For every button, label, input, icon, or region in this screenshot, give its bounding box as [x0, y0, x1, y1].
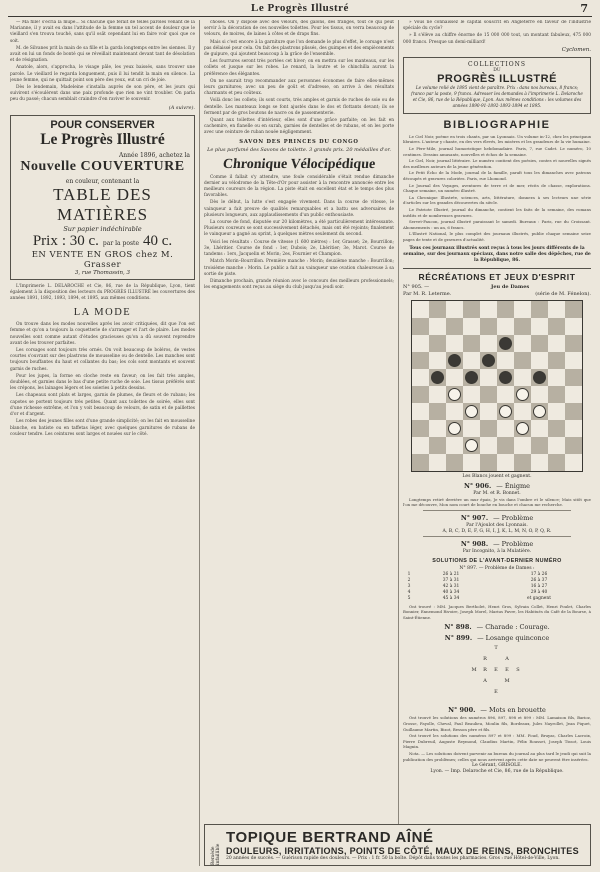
- newspaper-title: Le Progrès Illustré: [251, 2, 349, 14]
- imprimerie-notice: [10, 284, 195, 303]
- board-square: [531, 403, 548, 420]
- board-square: [463, 335, 480, 352]
- board-square: [548, 420, 565, 437]
- black-piece: [465, 371, 478, 384]
- board-square: [565, 403, 582, 420]
- paragraph: La Chronique Illustrée, sciences, arts, littérature, donnera à ses lecteurs une série d'articles sur les grandes découvertes du siècle.: [403, 194, 591, 206]
- black-piece: [448, 354, 461, 367]
- grid-letter: M: [504, 678, 510, 685]
- board-square: [565, 301, 582, 318]
- table-cell: 45 à 34: [442, 596, 460, 602]
- white-piece: [465, 405, 478, 418]
- mode-text-continued: [204, 20, 394, 137]
- paragraph: Pour les jupes, la forme en cloche reste en faveur; on les fait très amples, doublées, et garnies dans le bas d'une petite ruche de soie. Les tissus préférés sont les crépons, les lainages légers et les soieries à petits dessins.: [10, 373, 195, 392]
- board-square: [446, 420, 463, 437]
- grid-letter: A: [505, 656, 509, 663]
- board-square: [446, 403, 463, 420]
- bibliographie-heading: BIBLIOGRAPHIE: [443, 118, 551, 131]
- board-square: [480, 437, 497, 454]
- price-label: Prix: [32, 232, 58, 249]
- collections-text: Le volume relié de 1895 vient de paraître. Prix : dans nos bureaux, 8 francs; franco par la poste, 9 francs. Adresser les demandes à l'imprimerie L. Delaroche et Cie, 86, rue de la République, Lyon. Aux mêmes conditions : les volumes des années 1890-91-1892-1893-1894 et 1895.: [411, 84, 583, 108]
- jeu-de-dames-credit: [403, 291, 591, 297]
- ad-line: EN VENTE EN GROS chez M. Grasser: [31, 249, 174, 270]
- board-square: [446, 318, 463, 335]
- puzzle-title: Jeu de Dames: [490, 283, 530, 290]
- board-square: [463, 437, 480, 454]
- column-3: [403, 20, 591, 866]
- board-square: [480, 301, 497, 318]
- puzzle-title: — Losange quinconce: [477, 634, 550, 643]
- paragraph: La course de fond, disputée sur 20 kilomètres, a été particulièrement intéressante. Plusieurs coureurs se sont successivement détachés, mais ont été rejoints; finalement le vainqueur a gagné au sprint, à quelques mètres seulement du second.: [204, 220, 394, 238]
- paragraph: Nota. — Les solutions doivent parvenir au bureau du journal au plus tard le jeudi qui suit la publication des problèmes; celles qui nous arrivent après cette date ne peuvent être insérées.: [403, 751, 591, 762]
- board-square: [531, 369, 548, 386]
- table-cell: 42 à 31: [442, 584, 460, 590]
- paragraph: Le Ciel, Noir, journal littéraire. Le numéro contient des poésies, contes et nouvelles signés des meilleurs auteurs de la jeune génération.: [403, 158, 591, 169]
- board-square: [497, 454, 514, 471]
- white-piece: [499, 405, 512, 418]
- board-square: [480, 386, 497, 403]
- paragraph: Comme il fallait s'y attendre, une foule considérable s'était rendue dimanche dernier au vélodrome de la Tête-d'Or pour assister à la rencontre annoncée entre les meilleurs coureurs de la région. La piste était en excellent état et le temps des plus favorables.: [204, 174, 394, 199]
- ad-line: Le Progrès Illustré: [40, 130, 165, 148]
- board-square: [412, 437, 429, 454]
- table-cell: 26 à 21: [442, 572, 460, 578]
- solution-898-heading: [403, 623, 591, 631]
- white-piece: [465, 439, 478, 452]
- black-piece: [482, 354, 495, 367]
- table-cell: 5: [407, 596, 411, 602]
- serial-signature: (A suivre).: [168, 104, 195, 111]
- board-square: [497, 386, 514, 403]
- paragraph: Le Ciel Noir, poème en trois chants, par un Lyonnais. Un volume in-12, chez les principaux libraires. L'auteur y chante, en des vers élevés, les misères et les grandeurs de la vie humaine.: [403, 133, 591, 145]
- board-square: [412, 352, 429, 369]
- board-square: [548, 454, 565, 471]
- paragraph: Anatole, alors, s'approcha, le visage pâle, les yeux baissés, sans trouver une parole. Le vieillard le regarda longuement, puis il lui tendit la main en silence. La jeune femme, qui ne quittait point son père des yeux, eut un cri de joie.: [10, 65, 195, 83]
- puzzle-series: (série de M. Fénelon).: [535, 290, 591, 297]
- board-square: [531, 454, 548, 471]
- board-square: [548, 386, 565, 403]
- column-rule: [199, 20, 200, 866]
- board-square: [531, 437, 548, 454]
- board-square: [429, 301, 446, 318]
- puzzle-number: N° 905. —: [403, 283, 430, 290]
- recreations-heading: RÉCRÉATIONS ET JEUX D'ESPRIT: [403, 268, 591, 282]
- savon-title: SAVON DES PRINCES DU CONGO: [239, 138, 359, 145]
- board-square: [429, 386, 446, 403]
- draughts-board: [411, 300, 583, 472]
- board-square: [429, 403, 446, 420]
- board-square: [531, 301, 548, 318]
- white-piece: [516, 388, 529, 401]
- solution-897-title: N° 897. — Problème de Dames :: [459, 565, 535, 571]
- solution-table: [403, 572, 591, 602]
- puzzle-907-heading: [403, 514, 591, 522]
- paragraph: Dimanche prochain, grande réunion avec le concours des meilleurs professionnels; les engagements sont reçus au siège du club jusqu'au jeudi soir.: [204, 278, 394, 291]
- cyclomen-signature: Cyclomen.: [561, 46, 591, 53]
- cycle-text: [403, 20, 591, 46]
- board-square: [565, 335, 582, 352]
- board-square: [446, 454, 463, 471]
- savon-subtitle: Le plus parfumé des Savons de toilette. 3 grands prix. 20 médailles d'or.: [207, 146, 391, 153]
- board-square: [446, 437, 463, 454]
- table-cell: 16 à 27: [530, 584, 548, 590]
- board-square: [446, 352, 463, 369]
- board-square: [480, 420, 497, 437]
- paragraph: Les fourrures seront très portées cet hiver; on en mettra sur les manteaux, sur les collets et jusque sur les robes. Le renard, la loutre et le chinchilla auront la préférence des élégantes.: [204, 59, 394, 77]
- board-square: [463, 301, 480, 318]
- paragraph: Ont trouvé les solutions des numéros 897 et 899 : MM. Foud, Bruyas, Charles Lacroix, Pierre Dubreuil, Auguste Reymond, Claudius Martin, Félix Rousset, Joseph Tissot, Louis Magnin.: [403, 733, 591, 750]
- puzzle-title: — Mots en brouette: [480, 706, 546, 715]
- board-square: [429, 335, 446, 352]
- paragraph: » Il s'élève au chiffre énorme de 15 000 000 tout, un montant fabuleux, 475 000 000 francs. Presque un demi-milliard!: [403, 33, 591, 45]
- paragraph: Le Journal des Voyages, aventures de terre et de mer, récits de chasse, explorations. Chaque semaine, un numéro illustré.: [403, 182, 591, 194]
- board-square: [497, 369, 514, 386]
- puzzle-number: N° 906.: [463, 481, 492, 490]
- price-note: par la poste: [102, 239, 139, 247]
- puzzle-title: — Énigme: [496, 481, 531, 490]
- puzzle-author: Par M. R. Leterme.: [403, 290, 452, 297]
- price-value: 40 c.: [143, 232, 173, 249]
- white-piece: [448, 422, 461, 435]
- chronique-velocipedique-heading: Chronique Vélocipédique: [222, 156, 377, 172]
- paragraph: Voilà donc les collets; ils sont courts, très amples et garnis de ruches de soie ou de dentelle. Les manteaux longs se font ajustés dans le dos et flottants devant; ils se ferment par de gros boutons de nacre ou de passementerie.: [204, 98, 394, 116]
- board-square: [565, 420, 582, 437]
- board-square: [514, 369, 531, 386]
- ad-line: Année 1896, achetez la: [118, 151, 190, 159]
- paragraph: » Vous ne connaissez le capital souscrit en Angleterre en faveur de l'industrie spéciale du cycle?: [403, 20, 591, 32]
- ad-headline: TOPIQUE BERTRAND AÎNÉ: [226, 828, 434, 846]
- board-square: [446, 335, 463, 352]
- board-square: [463, 420, 480, 437]
- board-square: [480, 403, 497, 420]
- collections-box: [403, 57, 591, 114]
- ad-line: 3, rue Thomassin, 3: [74, 269, 131, 276]
- board-square: [480, 352, 497, 369]
- puzzle-number: N° 899.: [444, 634, 473, 643]
- board-square: [548, 352, 565, 369]
- jeu-de-dames-title: [403, 284, 591, 290]
- ad-price: [15, 233, 190, 250]
- puzzle-author: Par M. et R. Bonnet.: [473, 490, 521, 496]
- couverture-advertisement: [10, 115, 195, 280]
- puzzle-908-heading: [403, 540, 591, 548]
- ad-line: en couleur, contenant la: [65, 177, 140, 185]
- puzzle-text: [403, 497, 591, 508]
- grid-letter: E: [494, 667, 498, 674]
- board-square: [463, 454, 480, 471]
- board-square: [565, 454, 582, 471]
- mode-text: [10, 322, 195, 438]
- paragraph: choses. On y dispose avec des velours, des galons, des franges, tout ce qui peut servir à la décoration de ces nouvelles toilettes. Pour les tissus, on verra beaucoup de velours, de moires, de laines à côtes et de draps fins.: [204, 20, 394, 38]
- paragraph: Le Petit Écho de la Mode, journal de la famille, paraît tous les dimanches avec patrons découpés et gravures coloriées. Paris, rue Lhomond.: [403, 170, 591, 181]
- divider: [423, 510, 571, 511]
- board-square: [480, 318, 497, 335]
- board-square: [514, 420, 531, 437]
- paragraph: M. de Silvanes prit la main de sa fille et la garda longtemps entre les siennes. Il y avait en lui un fonds de bonté qui se réveillait maintenant devant tant de désolation et de résignation.: [10, 45, 195, 64]
- solution-text: [403, 604, 591, 621]
- board-square: [497, 437, 514, 454]
- journaux-note: Tous ces journaux illustrés sont reçus à tous les jours différents de la semaine, sur des journaux spéciaux, dans notre salle des dépêches, rue de la République, 86.: [403, 245, 591, 263]
- puzzle-title: — Charade : Courage.: [476, 623, 550, 632]
- board-square: [497, 301, 514, 318]
- paragraph: Le Patriote Illustré, journal du dimanche, contient les faits de la semaine, des romans inédits et de nombreuses gravures.: [403, 206, 591, 218]
- ad-line: Nouvelle COUVERTURE: [20, 158, 185, 174]
- paragraph: L'Imprimerie L. DELAROCHE et Cie, 86, rue de la République, Lyon, tient également à la disposition des lecteurs du PROGRÈS ILLUSTRÉ les couvertures des années 1891, 1892, 1893, 1894, et 1895, aux mêmes conditions.: [10, 283, 195, 302]
- column-rule: [398, 20, 399, 866]
- grid-letter: R: [483, 667, 487, 674]
- puzzle-author: Par Incognito, à la Mulatière.: [462, 548, 532, 554]
- paragraph: Servet-Faucon, journal illustré paraissant le samedi. Bureaux : Paris, rue du Croissant. Abonnements : un an, 6 francs.: [403, 219, 591, 230]
- board-square: [463, 369, 480, 386]
- paragraph: Ont trouvé les solutions des numéros 896, 897, 898 et 899 : MM. Lamaison fils, Barioz, Grosse, Fayolle, Cheval, Paul Beaulieu, Moulin fils, Bordeaux, Jules Nayrollet, Jean Piquet, Guillaume Martin, Bizot, Besson père et fils.: [403, 715, 591, 732]
- board-square: [463, 318, 480, 335]
- paragraph: Le Père-Mile, journal humoristique hebdomadaire. Paris, 7, rue Cadet. Le numéro, 10 centimes. Dessins amusants, nouvelles et échos de la semaine.: [403, 146, 591, 157]
- draughts-board-wrap: [403, 300, 591, 472]
- puzzle-number: N° 907.: [460, 513, 489, 522]
- board-square: [514, 335, 531, 352]
- solution-900-heading: [403, 706, 591, 714]
- puzzle-author: Par l'Ajoulot des Lyonnais.: [466, 522, 528, 528]
- table-cell: 17 à 26: [530, 572, 548, 578]
- board-square: [514, 301, 531, 318]
- paragraph: Les chapeaux sont plats et larges, garnis de plumes, de fleurs et de rubans; les capotes se portent toujours très petites. Quant aux toilettes de soirée, elles sont d'une richesse extrême, et l'on y voit beaucoup de velours, de satin et de paillettes d'or et d'argent.: [10, 393, 195, 418]
- board-square: [497, 420, 514, 437]
- page-header: [8, 0, 592, 17]
- board-square: [412, 318, 429, 335]
- white-piece: [533, 405, 546, 418]
- table-cell: et gagnent: [526, 596, 551, 602]
- board-square: [565, 318, 582, 335]
- board-square: [531, 352, 548, 369]
- board-square: [412, 454, 429, 471]
- puzzle-number: N° 898.: [444, 623, 472, 632]
- collections-heading: COLLECTIONS: [467, 60, 527, 68]
- board-square: [497, 352, 514, 369]
- board-square: [548, 318, 565, 335]
- paragraph: Voici les résultats : Course de vitesse (1 600 mètres) : 1er, Grasset; 2e, Bourrillon; 3e, Lhéritier. Course de fond : 1er, Dubois; 2e, Lhéritier; 3e, Marot. Course de tandems : 1ers, Jacquelin et Morin; 2es, Fournier et Champion.: [204, 239, 394, 258]
- puzzle-title: — Problème: [493, 513, 534, 522]
- board-square: [463, 403, 480, 420]
- board-square: [429, 437, 446, 454]
- board-square: [531, 318, 548, 335]
- board-square: [480, 335, 497, 352]
- page-number: 7: [580, 1, 588, 15]
- board-square: [412, 420, 429, 437]
- ad-details: 20 années de succès. — Guérison rapide des douleurs. — Prix : 1 fr. 50 la boîte. Dépôt dans toutes les pharmacies. Gros : rue Hôtel-de-Ville, Lyon.: [226, 855, 560, 861]
- solution-text: [403, 715, 591, 762]
- board-square: [463, 386, 480, 403]
- board-square: [548, 437, 565, 454]
- board-square: [412, 301, 429, 318]
- bibliographie-text: [403, 134, 591, 243]
- table-row: [403, 596, 591, 602]
- board-square: [412, 386, 429, 403]
- ad-subline: DOULEURS, IRRITATIONS, POINTS DE CÔTÉ, MAUX DE REINS, BRONCHITES: [226, 845, 579, 856]
- table-cell: 37 à 31: [442, 578, 460, 584]
- ad-line: TABLE DES MATIÈRES: [53, 184, 152, 224]
- paragraph: Mais si c'est encore à la garniture que l'on demande le plus d'effet, le corsage n'est pas délaissé pour cela. On fait des plastrons plissés, des guimpes et des empiècements de guipure, qui ajoutent beaucoup à la grâce de l'ensemble.: [204, 39, 394, 58]
- column-1: [10, 20, 195, 866]
- board-square: [565, 386, 582, 403]
- board-square: [531, 420, 548, 437]
- board-caption: Les Blancs jouent et gagnent.: [462, 473, 532, 479]
- paragraph: On trouve dans les modes nouvelles après les avoir critiquées, dit que l'on est femme et qu'on a toujours la coquetterie de s'arranger et l'art de plaire. Les modes nouvelles sont comme autant d'études gracieuses qu'on a dû souvent reprendre avant de les trouver parfaites.: [10, 322, 195, 346]
- puzzle-title: — Problème: [493, 539, 534, 548]
- board-square: [463, 352, 480, 369]
- table-cell: 29 à 40: [530, 590, 548, 596]
- ad-line: POUR CONSERVER: [50, 118, 155, 131]
- paragraph: Longtemps retiré derrière un mur épais, Je vis dans l'ombre et le silence; Mais sitôt que l'on me découvre, Mon nom court de bouche en bouche et chacun me recherche.: [403, 496, 591, 508]
- board-square: [548, 369, 565, 386]
- alphabet-line: A, B, C, D, E, F, G, H, I, J, K, L, M, N, O, P, Q, R.: [442, 528, 552, 534]
- board-square: [548, 301, 565, 318]
- board-square: [429, 369, 446, 386]
- velocipedique-text: [204, 175, 394, 292]
- board-square: [514, 403, 531, 420]
- ad-line: Sur papier indéchirable: [63, 224, 142, 233]
- table-cell: 4: [407, 590, 411, 596]
- board-square: [412, 403, 429, 420]
- black-piece: [533, 371, 546, 384]
- board-square: [446, 301, 463, 318]
- gerant-line: Le Gérant, GRISOLE.: [472, 763, 522, 769]
- paragraph: On ne saurait trop recommander aux personnes économes de faire elles-mêmes leurs garnitures; avec un peu de goût et d'adresse, on arrive à des résultats charmants et peu coûteux.: [204, 78, 394, 97]
- board-square: [429, 318, 446, 335]
- board-square: [412, 335, 429, 352]
- board-square: [480, 454, 497, 471]
- topique-bertrand-advertisement: [204, 824, 591, 866]
- board-square: [514, 386, 531, 403]
- black-piece: [499, 337, 512, 350]
- losange-grid: [468, 645, 526, 703]
- board-square: [565, 352, 582, 369]
- ad-side-text: Remède infaillible: [211, 843, 221, 865]
- board-square: [514, 437, 531, 454]
- board-square: [497, 318, 514, 335]
- board-square: [480, 369, 497, 386]
- serial-text: [10, 20, 195, 104]
- board-square: [429, 420, 446, 437]
- table-cell: 2: [407, 578, 411, 584]
- puzzle-906-heading: [403, 482, 591, 490]
- paragraph: Les corsages sont toujours très ornés. On voit beaucoup de boléros, de vestes courtes s'ouvrant sur des plastrons de mousseline ou de dentelle. Les manches sont toujours bouffantes du haut et collantes du bas; les cols sont montants et souvent garnis de ruches.: [10, 348, 195, 372]
- table-cell: 3: [407, 584, 411, 590]
- paragraph: Dès le début, la lutte s'est engagée vivement. Dans la course de vitesse, le vainqueur a fait preuve de qualités remarquables et a battu ses adversaires de plusieurs longueurs, aux applaudissements d'un public enthousiaste.: [204, 200, 394, 218]
- paragraph: Ont trouvé : MM. Jacques Bertholet, Henri Gros, Sylvain Collet, Henri Poulet, Charles Bonnier, Ennemond Rivoire, Joseph Morel, Marius Favre, les Habitués du Café de la Bourse, à Saint-Étienne.: [403, 603, 591, 620]
- grid-letter: S: [516, 667, 520, 674]
- paragraph: Les robes des jeunes filles sont d'une grande simplicité; on les fait en mousseline blanche, en batiste ou en taffetas léger, avec quelques garnitures de rubans de couleur tendre. Les ceintures sont larges et nouées sur le côté.: [10, 419, 195, 437]
- table-cell: 40 à 34: [442, 590, 460, 596]
- grid-letter: R: [483, 656, 487, 663]
- board-square: [548, 403, 565, 420]
- table-cell: 1: [407, 572, 411, 578]
- board-square: [565, 437, 582, 454]
- mode-heading: LA MODE: [73, 307, 132, 319]
- paragraph: Match Morin–Bourrillon. Première manche : Morin; deuxième manche : Bourrillon; troisième manche : Morin. Le public a fait au vainqueur une ovation chaleureuse à sa sortie de piste.: [204, 259, 394, 277]
- board-square: [412, 369, 429, 386]
- black-piece: [499, 371, 512, 384]
- paragraph: L'Illustré National, le plus complet des journaux illustrés, publie chaque semaine seize pages de texte et de gravures d'actualité.: [403, 231, 591, 242]
- solution-899-heading: [403, 634, 591, 642]
- board-square: [531, 386, 548, 403]
- board-square: [531, 335, 548, 352]
- imprimeur-line: Lyon. — Imp. Delaroche et Cie, 86, rue de la République.: [430, 769, 564, 775]
- board-square: [429, 352, 446, 369]
- grid-letter: M: [471, 667, 477, 674]
- board-square: [497, 403, 514, 420]
- board-square: [446, 386, 463, 403]
- board-square: [548, 335, 565, 352]
- column-2: [204, 20, 394, 866]
- board-square: [446, 369, 463, 386]
- puzzle-number: N° 908.: [460, 539, 489, 548]
- grid-letter: E: [505, 667, 509, 674]
- solutions-heading: SOLUTIONS DE L'AVANT-DERNIER NUMÉRO: [432, 557, 562, 564]
- white-piece: [448, 388, 461, 401]
- paragraph: Quant aux toilettes d'intérieur, elles sont d'une grâce parfaite; on les fait en cachemire, en flanelle ou en surah, garnies de dentelles et de rubans, et on les porte avec une ceinture de ruban nouée négligemment.: [204, 118, 394, 136]
- divider: [423, 536, 571, 537]
- grid-letter: T: [494, 645, 498, 652]
- board-square: [514, 454, 531, 471]
- puzzle-number: N° 900.: [448, 706, 476, 715]
- board-square: [497, 335, 514, 352]
- board-square: [429, 454, 446, 471]
- board-square: [514, 318, 531, 335]
- grid-letter: A: [483, 678, 487, 685]
- collections-title: PROGRÈS ILLUSTRÉ: [437, 72, 557, 85]
- paragraph: Dès le lendemain, Madeleine s'installa auprès de son père, et les jours qui suivirent s'écoulèrent dans une paix profonde que rien ne vint troubler. On parla peu du passé; chacun semblait craindre d'en raviver le souvenir.: [10, 85, 195, 103]
- black-piece: [431, 371, 444, 384]
- paragraph: — Ma fille! s'écria la mupe... Si chacune que ferait de telles paroles venant de la Marianne, il y avait eu dans l'attitude de la femme un tel accent de douleur que le vieillard s'en trouva touché, sans qu'il osât cependant lui en faire voir quoi que ce soit.: [10, 20, 195, 44]
- grid-letter: E: [494, 689, 498, 696]
- table-cell: 26 à 37: [530, 578, 548, 584]
- white-piece: [516, 422, 529, 435]
- board-square: [514, 352, 531, 369]
- board-square: [565, 369, 582, 386]
- collections-du: DU: [493, 67, 501, 73]
- price-value: : 30 c.: [61, 232, 99, 249]
